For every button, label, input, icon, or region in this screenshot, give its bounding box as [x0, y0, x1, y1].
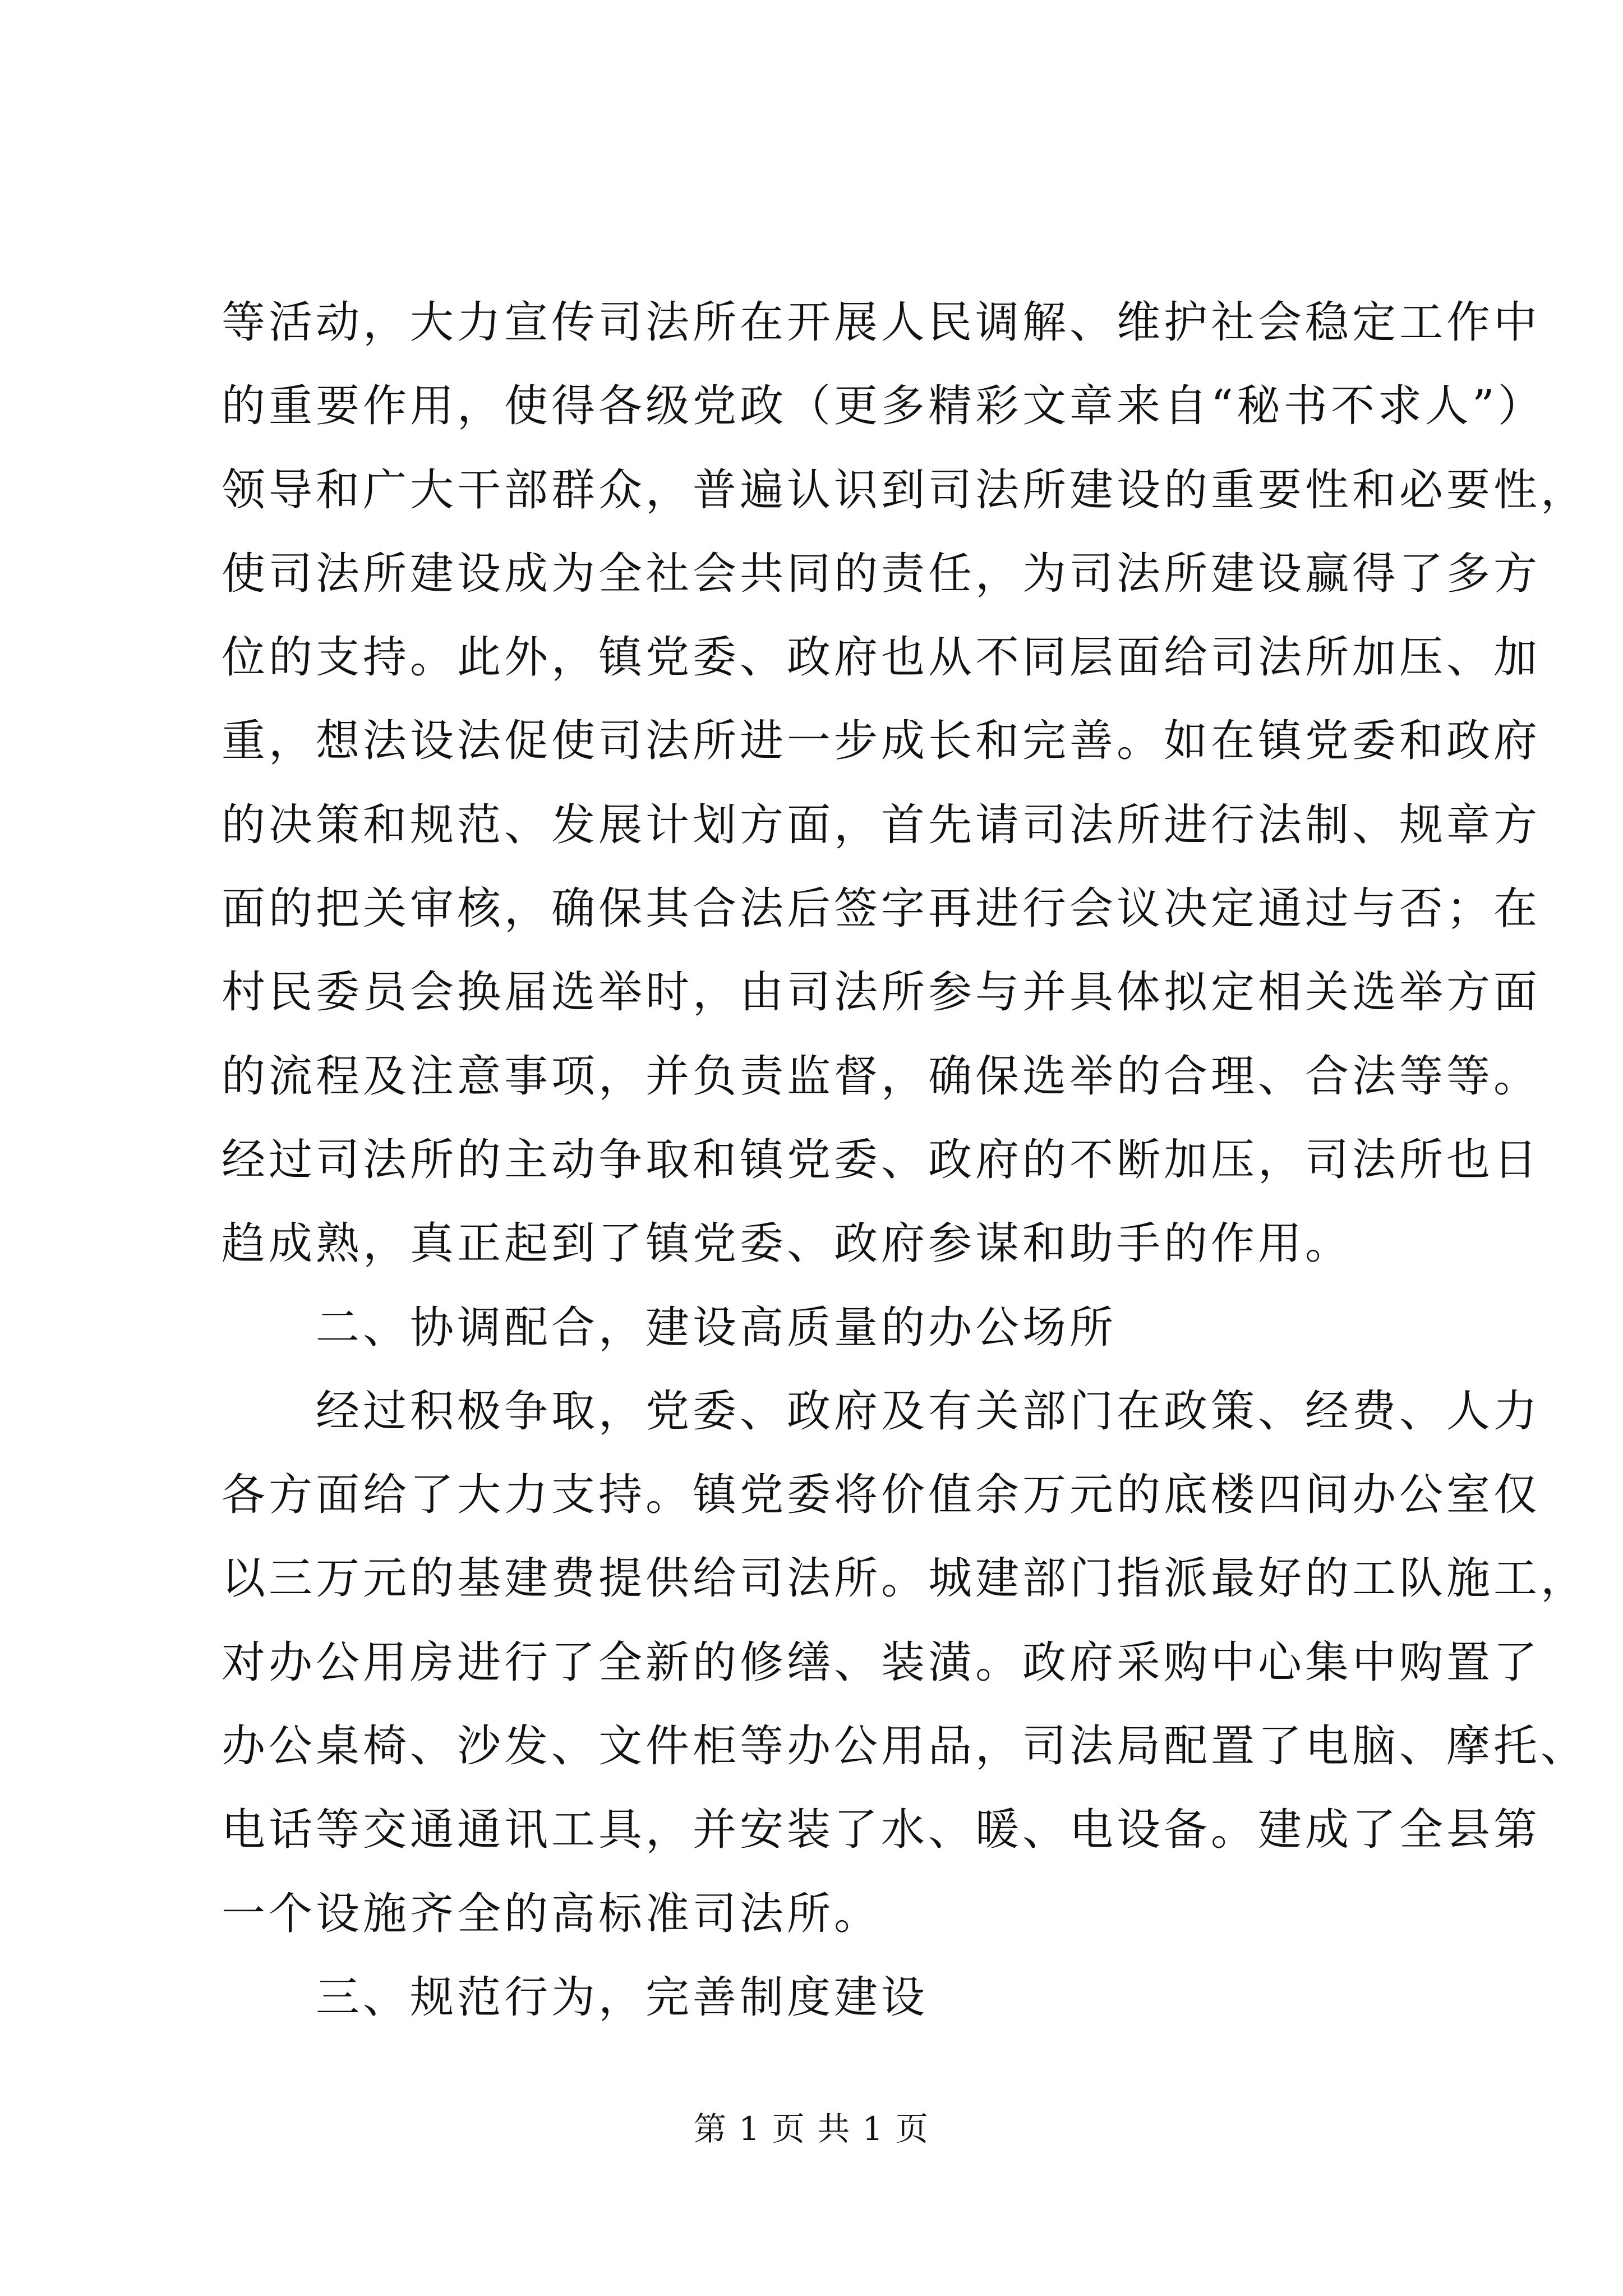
text-line: 使司法所建设成为全社会共同的责任，为司法所建设赢得了多方 — [222, 548, 1541, 599]
text-line: 对办公用房进行了全新的修缮、装潢。政府采购中心集中购置了 — [222, 1637, 1541, 1688]
text-line: 重，想法设法促使司法所进一步成长和完善。如在镇党委和政府 — [222, 716, 1541, 767]
body-text — [222, 280, 1588, 2039]
section-heading: 二、协调配合，建设高质量的办公场所 — [222, 1302, 1117, 1353]
text-line: 的重要作用，使得各级党政（更多精彩文章来自“秘书不求人”） — [222, 381, 1545, 432]
text-line: 领导和广大干部群众，普遍认识到司法所建设的重要性和必要性， — [222, 464, 1588, 516]
text-line: 办公桌椅、沙发、文件柜等办公用品，司法局配置了电脑、摩托、 — [222, 1721, 1588, 1772]
text-line: 的决策和规范、发展计划方面，首先请司法所进行法制、规章方 — [222, 799, 1541, 850]
text-line: 各方面给了大力支持。镇党委将价值余万元的底楼四间办公室仅 — [222, 1470, 1541, 1521]
text-line: 经过积极争取，党委、政府及有关部门在政策、经费、人力 — [222, 1386, 1541, 1437]
text-line: 趋成熟，真正起到了镇党委、政府参谋和助手的作用。 — [222, 1218, 1353, 1269]
text-line: 等活动，大力宣传司法所在开展人民调解、维护社会稳定工作中 — [222, 297, 1541, 348]
text-line: 的流程及注意事项，并负责监督，确保选举的合理、合法等等。 — [222, 1051, 1541, 1102]
text-line: 村民委员会换届选举时，由司法所参与并具体拟定相关选举方面 — [222, 967, 1541, 1018]
text-line: 经过司法所的主动争取和镇党委、政府的不断加压，司法所也日 — [222, 1134, 1541, 1185]
page-footer: 第 1 页 共 1 页 — [694, 2110, 929, 2148]
text-line: 位的支持。此外，镇党委、政府也从不同层面给司法所加压、加 — [222, 632, 1541, 683]
section-heading: 三、规范行为，完善制度建设 — [222, 1972, 929, 2023]
text-line: 一个设施齐全的高标准司法所。 — [222, 1888, 882, 1939]
text-line: 以三万元的基建费提供给司法所。城建部门指派最好的工队施工， — [222, 1553, 1588, 1604]
text-line: 电话等交通通讯工具，并安装了水、暖、电设备。建成了全县第 — [222, 1805, 1541, 1856]
text-line: 面的把关审核，确保其合法后签字再进行会议决定通过与否；在 — [222, 884, 1541, 935]
